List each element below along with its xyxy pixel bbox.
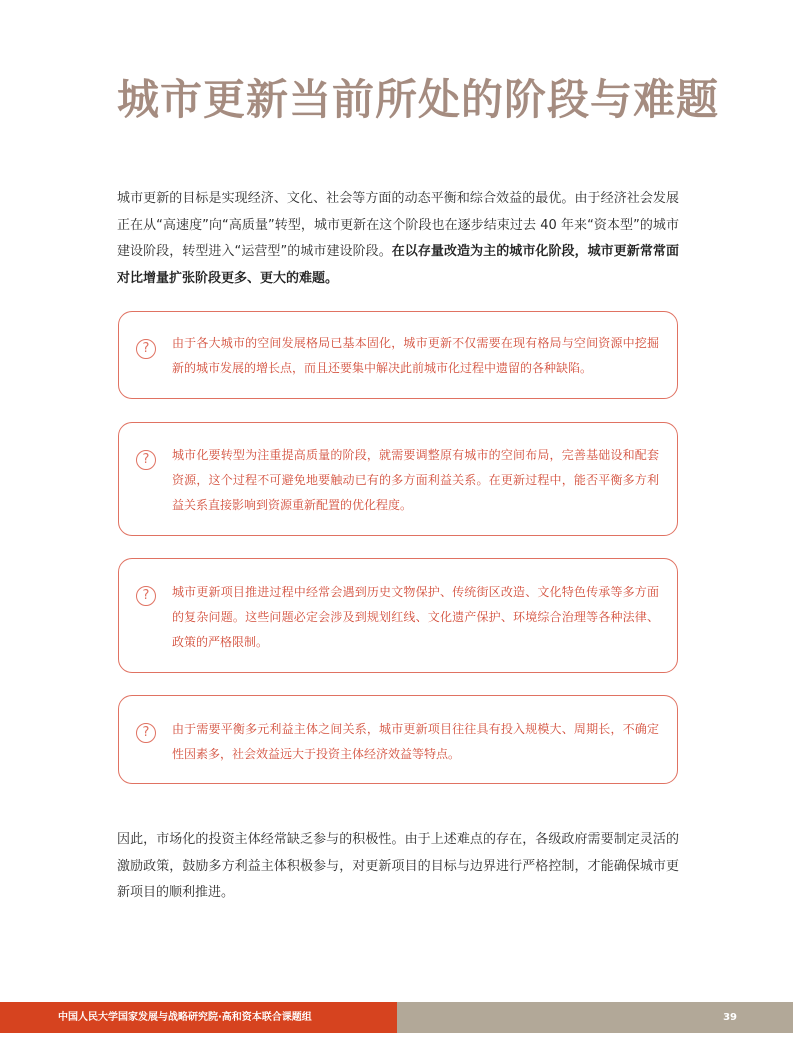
difficulty-card-text: 由于需要平衡多元利益主体之间关系，城市更新项目往往具有投入规模大、周期长，不确定性因素多，社会效益远大于投资主体经济效益等特点。 <box>172 722 659 761</box>
difficulty-card-text: 城市化要转型为注重提高质量的阶段，就需要调整原有城市的空间布局，完善基础设和配套资源，这个过程不可避免地要触动已有的多方面利益关系。在更新过程中，能否平衡多方利益关系直接影响到资源重新配置的优化程度。 <box>172 448 659 512</box>
difficulty-card-text: 由于各大城市的空间发展格局已基本固化，城市更新不仅需要在现有格局与空间资源中挖掘新的城市发展的增长点，而且还要集中解决此前城市化过程中遗留的各种缺陷。 <box>172 336 659 375</box>
question-icon: ? <box>136 586 156 606</box>
difficulty-card-2 <box>118 422 678 536</box>
intro-paragraph <box>117 186 679 292</box>
question-icon: ? <box>136 723 156 743</box>
question-icon: ? <box>136 450 156 470</box>
difficulty-card-3 <box>118 558 678 673</box>
footer-org-bar <box>0 1002 397 1033</box>
footer-org-text: 中国人民大学国家发展与战略研究院·高和资本联合课题组 <box>58 1012 312 1023</box>
page-number: 39 <box>723 1012 737 1023</box>
footer-page-bar <box>397 1002 793 1033</box>
difficulty-card-4 <box>118 695 678 784</box>
question-icon: ? <box>136 339 156 359</box>
difficulty-card-text: 城市更新项目推进过程中经常会遇到历史文物保护、传统街区改造、文化特色传承等多方面的复杂问题。这些问题必定会涉及到规划红线、文化遗产保护、环境综合治理等各种法律、政策的严格限制。 <box>172 585 659 649</box>
difficulty-card-1 <box>118 311 678 399</box>
page-title: 城市更新当前所处的阶段与难题 <box>117 75 720 124</box>
intro-text: 城市更新的目标是实现经济、文化、社会等方面的动态平衡和综合效益的最优。由于经济社会发展正在从“高速度”向“高质量”转型，城市更新在这个阶段也在逐步结束过去 40 年来“资本型”的城市建设阶段，转型进入“运营型”的城市建设阶段。 <box>117 191 679 259</box>
intro-bold-text: 在以存量改造为主的城市化阶段，城市更新常常面对比增量扩张阶段更多、更大的难题。 <box>117 244 679 286</box>
conclusion-paragraph: 因此，市场化的投资主体经常缺乏参与的积极性。由于上述难点的存在，各级政府需要制定灵活的激励政策，鼓励多方利益主体积极参与，对更新项目的目标与边界进行严格控制，才能确保城市更新项目的顺利推进。 <box>117 832 679 900</box>
